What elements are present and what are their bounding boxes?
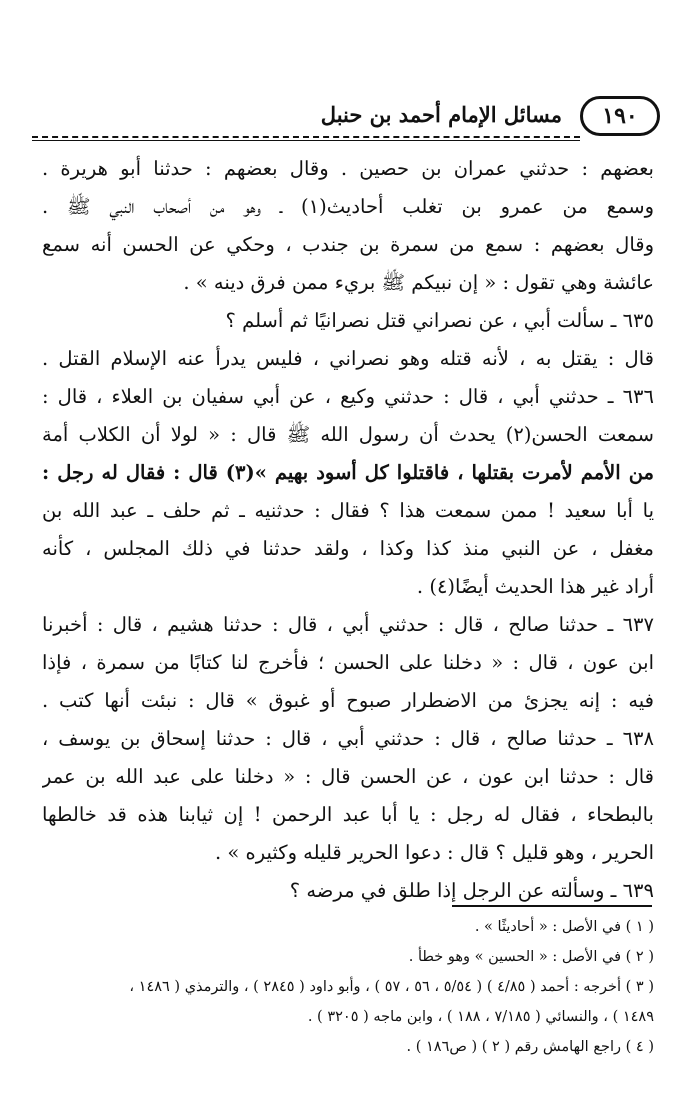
issue-637: ٦٣٧ ـ حدثنا صالح ، قال : حدثني أبي ، قال : حدثنا هشيم ، قال : أخبرنا [42, 613, 654, 636]
text-line: وقال بعضهم : سمع من سمرة بن جندب ، وحكي عن الحسن أنه سمع [42, 233, 654, 256]
footnote: ( ١ ) في الأصل : « أحاديثًا » . [474, 919, 654, 935]
footnote: ( ٤ ) راجع الهامش رقم ( ٢ ) ( ص١٨٦ ) . [406, 1039, 654, 1055]
text-line: سمعت الحسن(٢) يحدث أن رسول الله ﷺ قال : « لولا أن الكلاب أمة [42, 423, 654, 446]
page-header [32, 96, 660, 142]
text-line: يا أبا سعيد ! ممن سمعت هذا ؟ فقال : حدثنيه ـ ثم حلف ـ عبد الله بن [42, 499, 654, 522]
page-number-badge [580, 96, 660, 136]
text-line: بعضهم : حدثني عمران بن حصين . وقال بعضهم : حدثنا أبو هريرة . [42, 157, 654, 180]
issue-638: ٦٣٨ ـ حدثنا صالح ، قال : حدثني أبي ، قال : حدثنا إسحاق بن يوسف ، [42, 727, 654, 750]
text-line: قال : حدثنا ابن عون ، عن الحسن قال : « دخلنا على عبد الله بن عمر [42, 765, 654, 788]
text-line: الحرير ، وهو قليل ؟ قال : دعوا الحرير قليله وكثيره » . [215, 841, 654, 864]
issue-639: ٦٣٩ ـ وسألته عن الرجل إذا طلق في مرضه ؟ [289, 879, 654, 902]
text-line: وسمع من عمرو بن تغلب أحاديث(١) ـ وهو من أصحاب النبي ﷺ . [42, 195, 654, 218]
footnote: ( ٢ ) في الأصل : « الحسين » وهو خطأ . [408, 949, 654, 965]
body-text [42, 150, 654, 910]
text-line: بالبطحاء ، فقال له رجل : يا أبا عبد الرحمن ! إن ثيابنا هذه قد خالطها [42, 803, 654, 826]
footnote-continuation: ١٤٨٩ ) ، والنسائي ( ٧/١٨٥ ، ١٨٨ ) ، وابن ماجه ( ٣٢٠٥ ) . [307, 1009, 654, 1025]
issue-636: ٦٣٦ ـ حدثني أبي ، قال : حدثني وكيع ، عن أبي سفيان بن العلاء ، قال : [42, 385, 654, 408]
hadith-text-line: من الأمم لأمرت بقتلها ، فاقتلوا كل أسود بهيم »(٣) قال : فقال له رجل : [42, 461, 654, 484]
issue-635: ٦٣٥ ـ سألت أبي ، عن نصراني قتل نصرانيًا ثم أسلم ؟ [225, 309, 654, 332]
footnote-rule [452, 905, 652, 907]
text-line: فيه : إنه يجزئ من الاضطرار صبوح أو غبوق » قال : نبئت أنها كتب . [42, 689, 654, 712]
running-title: مسائل الإمام أحمد بن حنبل [320, 102, 562, 127]
text-line: ابن عون ، قال : « دخلنا على الحسن ؛ فأخرج لنا كتابًا من سمرة ، فإذا [42, 651, 654, 674]
footnotes [42, 912, 654, 1062]
header-rule-thin [32, 140, 580, 141]
text-line: مغفل ، عن النبي منذ كذا وكذا ، ولقد حدثنا في ذلك المجلس ، كأنه [42, 537, 654, 560]
footnote: ( ٣ ) أخرجه : أحمد ( ٤/٨٥ ) ( ٥/٥٤ ، ٥٦ ، ٥٧ ) ، وأبو داود ( ٢٨٤٥ ) ، والترمذي ( ١٤٨٦ ، [129, 979, 654, 995]
text-line: أراد غير هذا الحديث أيضًا(٤) . [416, 575, 654, 598]
page-number: ١٩٠ [602, 103, 638, 129]
text-line: قال : يقتل به ، لأنه قتله وهو نصراني ، فليس يدرأ عنه الإسلام القتل . [42, 347, 654, 370]
header-rule [32, 136, 580, 138]
text-line: عائشة وهي تقول : « إن نبيكم ﷺ بريء ممن فرق دينه » . [183, 271, 654, 294]
